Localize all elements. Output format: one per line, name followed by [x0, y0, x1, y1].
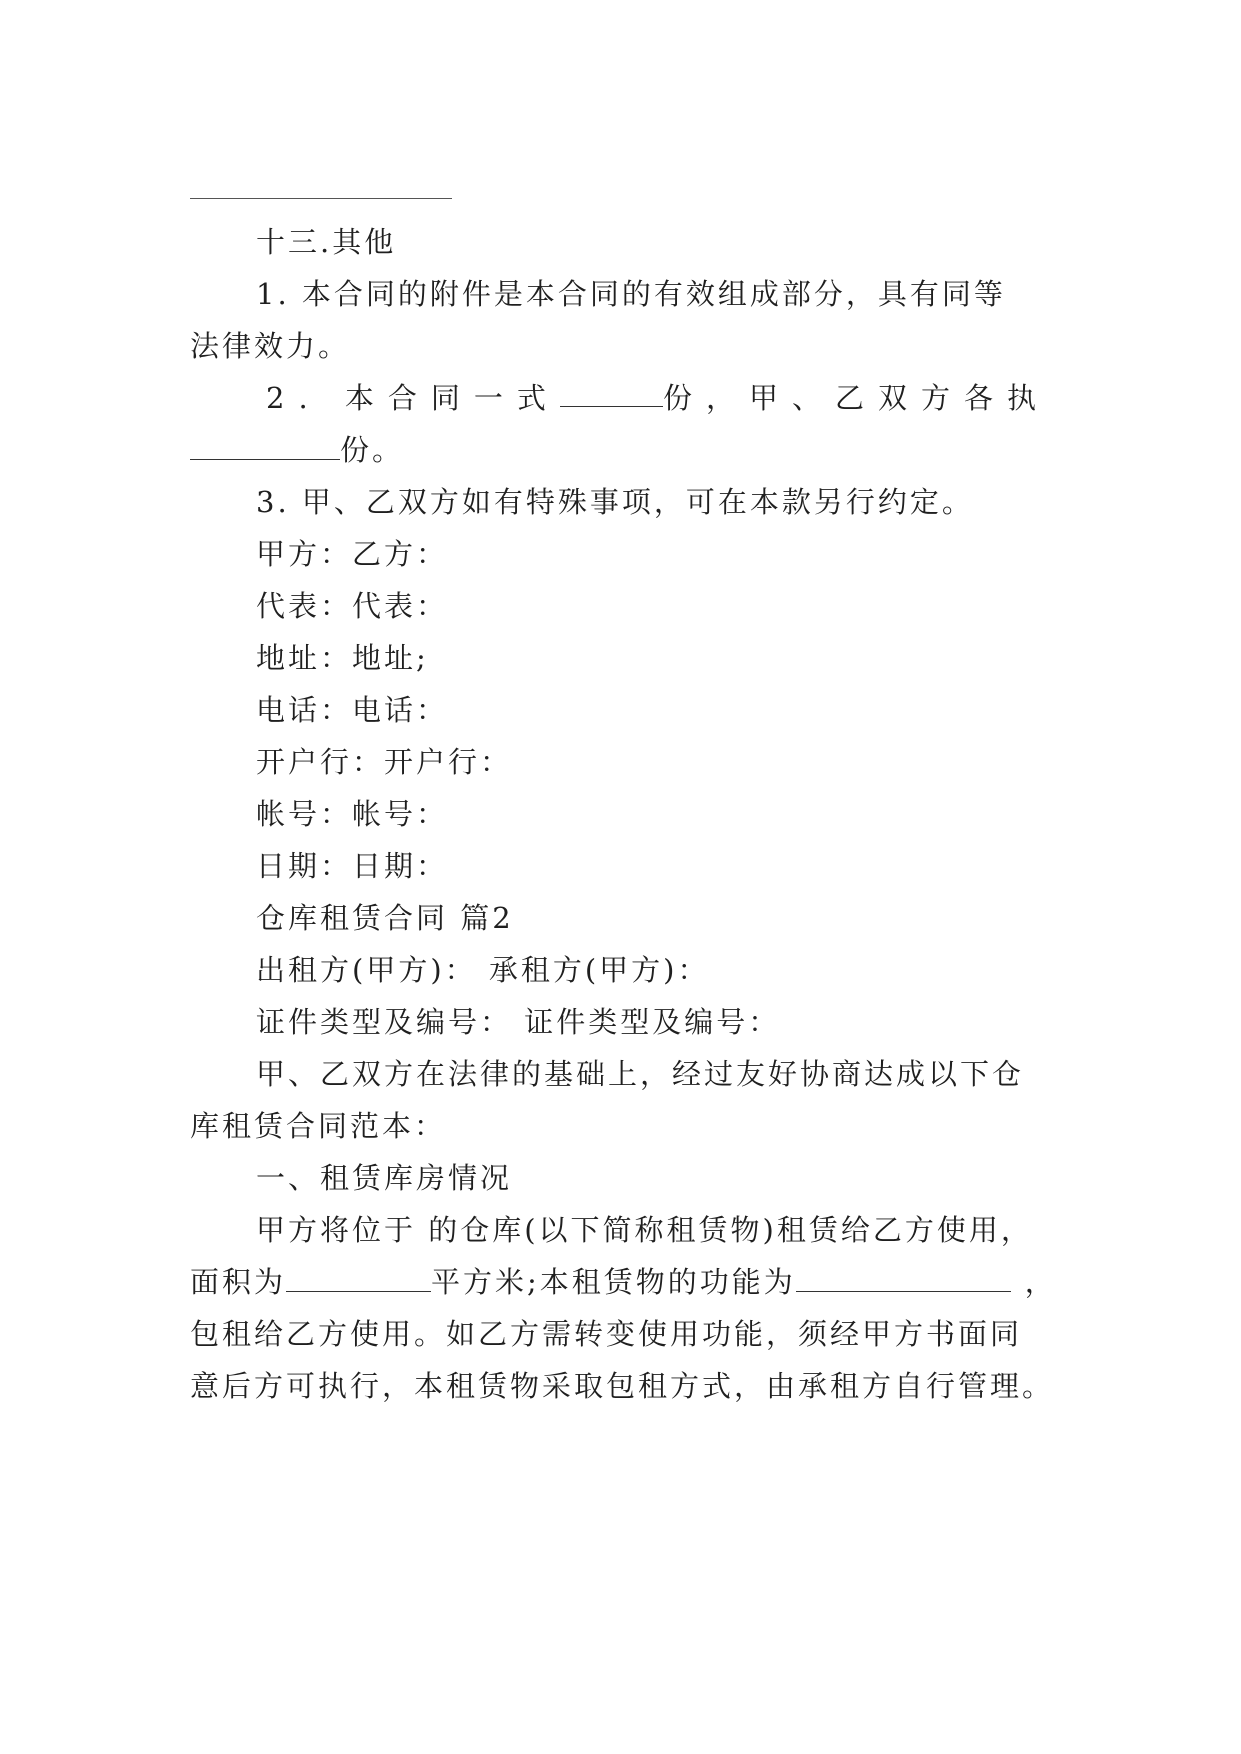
signature-bank: 开户行：开户行：	[256, 745, 513, 779]
section-1-title: 一、租赁库房情况	[256, 1161, 513, 1195]
area-label: 面积为	[190, 1265, 287, 1299]
clause-2-text-after: 份，甲、乙双方各执	[662, 381, 1050, 415]
intro-line-1: 甲、乙双方在法律的基础上，经过友好协商达成以下仓	[256, 1057, 1025, 1091]
section-1-line-4: 意后方可执行，本租赁物采取包租方式，由承租方自行管理。	[190, 1369, 1055, 1403]
signature-phone: 电话：电话：	[256, 693, 449, 727]
section-1-line-1: 甲方将位于 的仓库(以下简称租赁物)租赁给乙方使用，	[256, 1213, 1033, 1247]
intro-line-2: 库租赁合同范本：	[190, 1109, 447, 1143]
signature-party: 甲方：乙方：	[256, 537, 449, 571]
section-1-line-2-end: ，	[1024, 1265, 1057, 1299]
clause-2-text-before: 2. 本合同一式	[266, 381, 560, 415]
top-divider-line	[190, 198, 452, 199]
clause-1-line-1: 1. 本合同的附件是本合同的有效组成部分，具有同等	[256, 277, 1006, 311]
function-label: 平方米;本租赁物的功能为	[431, 1265, 796, 1299]
clause-2-line-2	[190, 430, 1050, 470]
contract-2-title: 仓库租赁合同 篇2	[256, 901, 514, 935]
id-type-line: 证件类型及编号： 证件类型及编号：	[256, 1005, 781, 1039]
copies-each-blank	[190, 431, 340, 460]
section-13-title: 十三.其他	[256, 225, 397, 259]
section-1-line-3: 包租给乙方使用。如乙方需转变使用功能，须经甲方书面同	[190, 1317, 1023, 1351]
signature-address: 地址：地址;	[256, 641, 429, 675]
signature-account: 帐号：帐号：	[256, 797, 449, 831]
area-blank	[286, 1263, 431, 1292]
function-blank	[796, 1263, 1011, 1292]
clause-3: 3. 甲、乙双方如有特殊事项，可在本款另行约定。	[256, 485, 974, 519]
clause-2-line-1	[266, 378, 1050, 418]
clause-1-line-2: 法律效力。	[190, 329, 351, 363]
signature-representative: 代表：代表：	[256, 589, 449, 623]
clause-2-end: 份。	[340, 433, 405, 467]
signature-date: 日期：日期：	[256, 849, 449, 883]
section-1-line-2	[190, 1262, 1057, 1302]
copies-total-blank	[560, 378, 663, 407]
lessor-lessee-line: 出租方(甲方)： 承租方(甲方)：	[256, 953, 710, 987]
